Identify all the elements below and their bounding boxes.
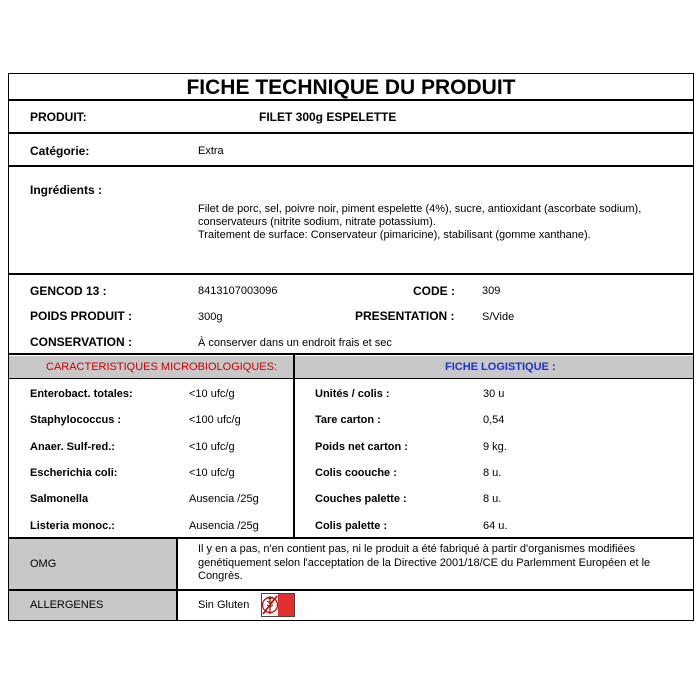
logistique-label: Colis coouche : [315,467,397,479]
logistique-label: Couches palette : [315,493,407,505]
ingredients-label: Ingrédients : [30,183,103,197]
product-sheet [8,73,694,621]
logistique-value: 30 u [483,388,505,400]
ingredients-line: Traitement de surface: Conservateur (pimaricine), stabilisant (gomme xanthane). [198,229,591,241]
produit-value: FILET 300g ESPELETTE [259,110,397,124]
column-divider [176,539,178,621]
code-value: 309 [482,285,501,297]
divider [9,273,693,275]
omg-text [198,543,678,584]
divider [9,353,693,355]
categorie-value: Extra [198,145,224,157]
micro-label: Salmonella [30,493,89,505]
presentation-label: PRESENTATION : [355,309,455,323]
logistique-value: 9 kg. [483,441,507,453]
micro-value: <10 ufc/g [189,388,235,400]
presentation-value: S/Vide [482,311,515,323]
micro-label: Enterobact. totales: [30,388,133,400]
conservation-value: À conserver dans un endroit frais et sec [198,337,392,349]
ingredients-line: conservateurs (nitrite sodium, nitrate potassium). [198,216,436,228]
micro-value: <10 ufc/g [189,441,235,453]
logistique-label: Poids net carton : [315,441,408,453]
logistique-value: 0,54 [483,414,505,426]
page-title: FICHE TECHNIQUE DU PRODUIT [186,76,516,99]
produit-label: PRODUIT: [30,110,87,124]
omg-line: Congrès. [198,570,243,582]
divider [9,99,693,101]
conservation-label: CONSERVATION : [30,335,133,349]
poids-label: POIDS PRODUIT : [30,309,133,323]
micro-label: Escherichia coli: [30,467,118,479]
ingredients-line: Filet de porc, sel, poivre noir, piment espelette (4%), sucre, antioxidant (ascorbate sodium), [198,203,642,215]
gluten-free-icon [261,593,295,617]
micro-header: CARACTERISTIQUES MICROBIOLOGIQUES: [46,361,278,373]
divider [9,132,693,134]
logistique-label: Tare carton : [315,414,381,426]
micro-value: <10 ufc/g [189,467,235,479]
divider [9,378,693,379]
micro-label: Staphylococcus : [30,414,122,426]
gencod-value: 8413107003096 [198,285,278,297]
micro-label: Listeria monoc.: [30,520,115,532]
allergenes-value: Sin Gluten [198,599,250,611]
ingredients-text [198,203,668,242]
micro-value: Ausencia /25g [189,493,259,505]
logistique-value: 8 u. [483,467,502,479]
logistique-label: Colis palette : [315,520,388,532]
logistique-value: 64 u. [483,520,508,532]
micro-value: Ausencia /25g [189,520,259,532]
gencod-label: GENCOD 13 : [30,284,107,298]
poids-value: 300g [198,311,223,323]
divider [9,165,693,167]
logistique-label: Unités / colis : [315,388,390,400]
micro-value: <100 ufc/g [189,414,241,426]
micro-label: Anaer. Sulf-red.: [30,441,115,453]
column-divider [293,354,295,537]
code-label: CODE : [413,284,455,298]
omg-line: genétiquement selon l'acceptation de la Directive 2001/18/CE du Parlemment Européen et le [198,556,651,569]
categorie-label: Catégorie: [30,144,90,158]
allergenes-label: ALLERGENES [30,599,104,611]
logistique-value: 8 u. [483,493,502,505]
omg-label: OMG [30,558,57,570]
omg-line: Il y en a pas, n'en contient pas, ni le produit a été fabriqué à partir d'organismes modifiées [198,543,636,555]
logistique-header: FICHE LOGISTIQUE : [445,361,556,373]
